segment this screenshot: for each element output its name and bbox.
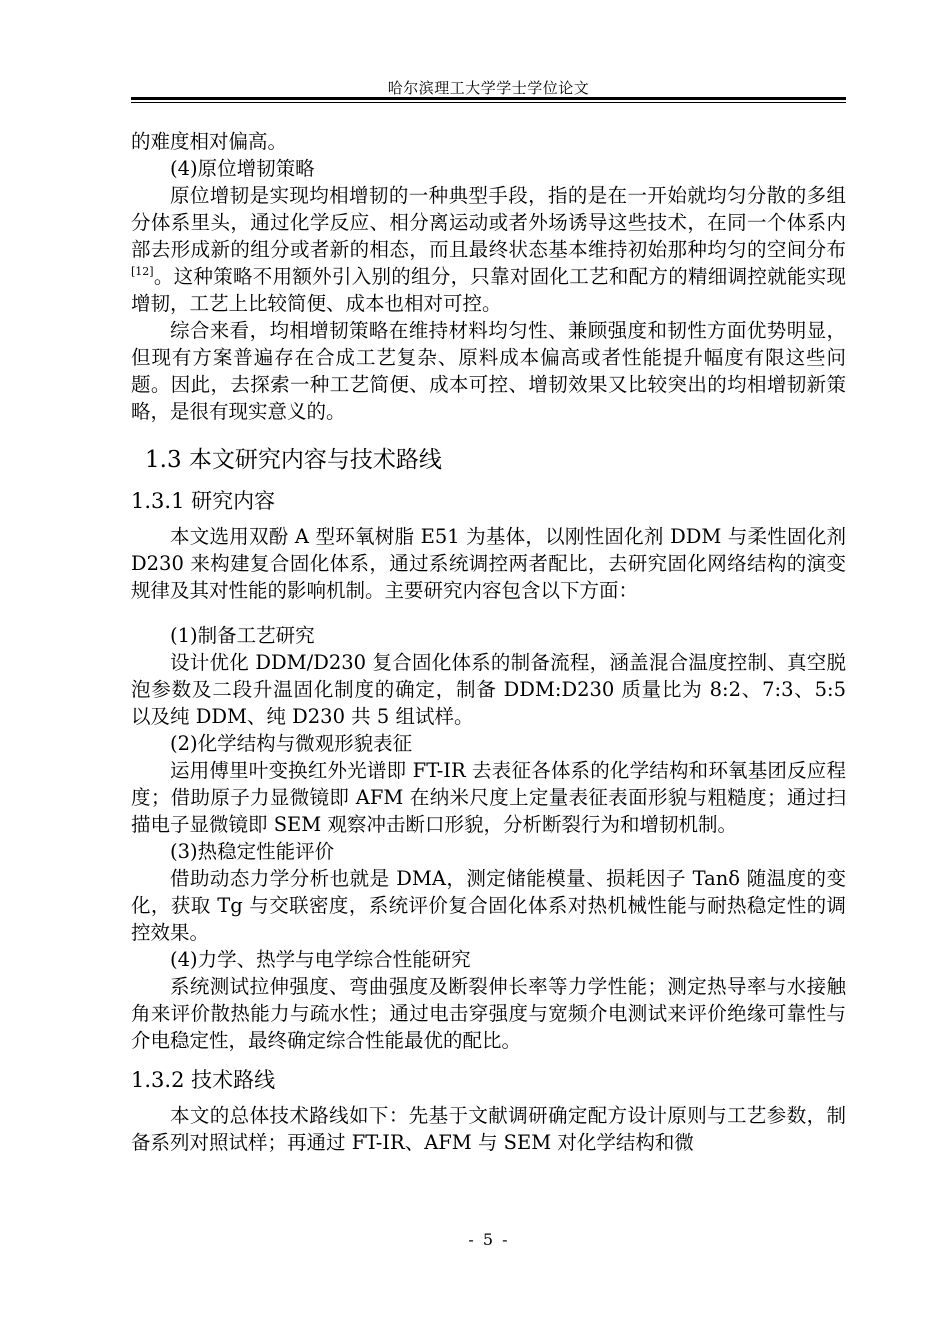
section-heading-1-3-2: 1.3.2 技术路线 <box>131 1068 276 1092</box>
paragraph-carryover: 的难度相对偏高。 <box>131 130 288 153</box>
strategy4-text-b: 。这种策略不用额外引入别的组分，只靠对固化工艺和配方的精细调控就能实现增韧，工艺上比较简便、成本也相对可控。 <box>131 265 846 315</box>
item1-title: (1)制备工艺研究 <box>170 624 315 647</box>
section-heading-1-3-1: 1.3.1 研究内容 <box>131 489 276 513</box>
page-number: - 5 - <box>468 1230 510 1249</box>
item3-title: (3)热稳定性能评价 <box>170 840 335 863</box>
item2-paragraph: 运用傅里叶变换红外光谱即 FT-IR 去表征各体系的化学结构和环氧基团反应程度；借助原子力显微镜即 AFM 在纳米尺度上定量表征表面形貌与粗糙度；通过扫描电子显微镜即 SEM 观察冲击断口形貌，分析断裂行为和增韧机制。 <box>131 759 846 836</box>
item4-paragraph: 系统测试拉伸强度、弯曲强度及断裂伸长率等力学性能；测定热导率与水接触角来评价散热能力与疏水性；通过电击穿强度与宽频介电测试来评价绝缘可靠性与介电稳定性，最终确定综合性能最优的配比。 <box>131 975 846 1052</box>
running-header: 哈尔滨理工大学学士学位论文 <box>387 79 590 97</box>
strategy4-text-a: 原位增韧是实现均相增韧的一种典型手段，指的是在一开始就均匀分散的多组分体系里头，通过化学反应、相分离运动或者外场诱导这些技术，在同一个体系内部去形成新的组分或者新的相态，而且最终状态基本维持初始那种均匀的空间分布 <box>131 184 846 261</box>
item1-paragraph: 设计优化 DDM/D230 复合固化体系的制备流程，涵盖混合温度控制、真空脱泡参数及二段升温固化制度的确定，制备 DDM:D230 质量比为 8:2、7:3、5:5 以及纯 DDM、纯 D230 共 5 组试样。 <box>131 651 846 728</box>
section-heading-1-3: 1.3 本文研究内容与技术路线 <box>145 447 442 473</box>
item3-paragraph: 借助动态力学分析也就是 DMA，测定储能模量、损耗因子 Tanδ 随温度的变化，获取 Tg 与交联密度，系统评价复合固化体系对热机械性能与耐热稳定性的调控效果。 <box>131 867 846 944</box>
citation-12: [12] <box>131 265 154 278</box>
page-content <box>131 128 846 1156</box>
item2-title: (2)化学结构与微观形貌表征 <box>170 732 413 755</box>
header-rule-thin <box>131 102 846 103</box>
strategy4-paragraph <box>131 182 846 317</box>
strategy4-title: (4)原位增韧策略 <box>170 157 315 180</box>
research-intro-paragraph: 本文选用双酚 A 型环氧树脂 E51 为基体，以刚性固化剂 DDM 与柔性固化剂 D230 来构建复合固化体系，通过系统调控两者配比，去研究固化网络结构的演变规律及其对性能的影响机制。主要研究内容包含以下方面： <box>131 525 846 602</box>
item4-title: (4)力学、热学与电学综合性能研究 <box>170 948 471 971</box>
tech-route-paragraph: 本文的总体技术路线如下：先基于文献调研确定配方设计原则与工艺参数，制备系列对照试样；再通过 FT-IR、AFM 与 SEM 对化学结构和微 <box>131 1104 846 1154</box>
header-rule-thick <box>131 97 846 100</box>
summary-paragraph: 综合来看，均相增韧策略在维持材料均匀性、兼顾强度和韧性方面优势明显，但现有方案普遍存在合成工艺复杂、原料成本偏高或者性能提升幅度有限这些问题。因此，去探索一种工艺简便、成本可控、增韧效果又比较突出的均相增韧新策略，是很有现实意义的。 <box>131 319 846 423</box>
